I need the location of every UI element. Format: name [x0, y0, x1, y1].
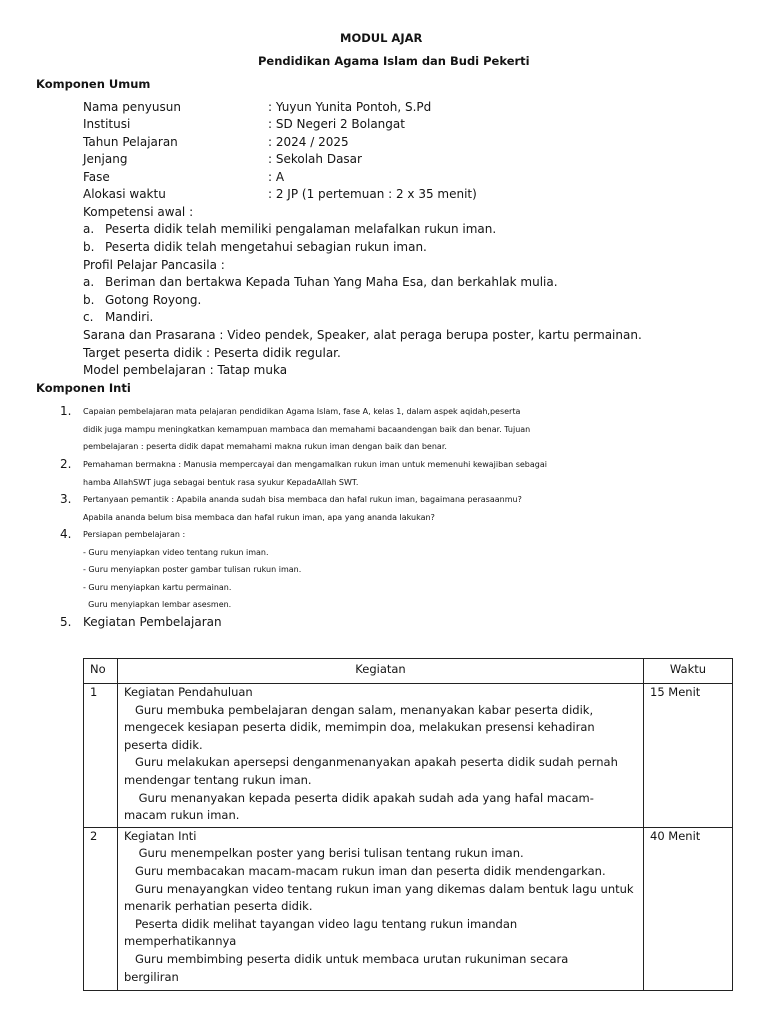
list-item: Beriman dan bertakwa Kepada Tuhan Yang Maha Esa, dan berkahlak mulia.	[105, 275, 558, 289]
list-item: Mandiri.	[105, 310, 154, 324]
field-label: Nama penyusun	[83, 100, 181, 114]
kegiatan-table	[83, 658, 733, 991]
column-header-no: No	[84, 659, 118, 684]
model-pembelajaran: Model pembelajaran : Tatap muka	[83, 363, 288, 377]
row-waktu: 15 Menit	[644, 684, 733, 828]
text-line: - Guru menyiapkan kartu permainan.	[83, 582, 232, 592]
list-item	[83, 456, 731, 491]
text-line: bergiliran	[124, 969, 179, 984]
text-line: mengecek kesiapan peserta didik, memimpin doa, melakukan presensi kehadiran	[124, 720, 595, 735]
text-line: Pemahaman bermakna : Manusia mempercayai dan mengamalkan rukun iman untuk memenuhi kewajiban sebagai	[83, 460, 547, 469]
row-number: 2	[84, 827, 118, 990]
field-label: Jenjang	[83, 152, 128, 166]
text-line: Guru menyiapkan lembar asesmen.	[83, 600, 232, 609]
text-line: Guru membacakan macam-macam rukun iman dan peserta didik mendengarkan.	[124, 863, 606, 878]
section-heading-komponen-inti: Komponen Inti	[36, 381, 131, 395]
text-line: macam rukun iman.	[124, 808, 240, 823]
text-line: Guru menayangkan video tentang rukun iman yang dikemas dalam bentuk lagu untuk	[124, 881, 634, 896]
field-value: : Sekolah Dasar	[268, 152, 362, 166]
text-line: Kegiatan Inti	[124, 828, 197, 843]
text-line: Guru membuka pembelajaran dengan salam, menanyakan kabar peserta didik,	[124, 702, 594, 717]
list-marker: a.	[83, 222, 95, 236]
profil-pelajar-label: Profil Pelajar Pancasila :	[83, 258, 225, 272]
document-subtitle: Pendidikan Agama Islam dan Budi Pekerti	[258, 54, 530, 68]
kompetensi-awal-label: Kompetensi awal :	[83, 205, 194, 219]
text-line: memperhatikannya	[124, 934, 237, 949]
list-number: 3.	[60, 492, 72, 506]
text-line: Kegiatan Pendahuluan	[124, 685, 253, 699]
text-line: - Guru menyiapkan poster gambar tulisan rukun iman.	[83, 565, 302, 574]
text-line: Guru menempelkan poster yang berisi tulisan tentang rukun iman.	[124, 846, 524, 861]
text-line: Persiapan pembelajaran :	[83, 530, 186, 539]
table-row	[84, 827, 733, 990]
text-line: Guru melakukan apersepsi denganmenanyakan apakah peserta didik sudah pernah	[124, 755, 618, 770]
text-line: Capaian pembelajaran mata pelajaran pendidikan Agama Islam, fase A, kelas 1, dalam aspek aqidah,peserta	[83, 407, 521, 416]
field-label: Alokasi waktu	[83, 187, 166, 201]
list-item: Gotong Royong.	[105, 293, 202, 307]
list-item: Peserta didik telah mengetahui sebagian rukun iman.	[105, 240, 427, 254]
text-line: menarik perhatian peserta didik.	[124, 899, 313, 914]
column-header-waktu: Waktu	[644, 659, 733, 684]
list-item: Peserta didik telah memiliki pengalaman melafalkan rukun iman.	[105, 222, 497, 236]
table-header-row	[84, 659, 733, 684]
list-number: 1.	[60, 404, 72, 418]
list-marker: c.	[83, 310, 94, 324]
row-number: 1	[84, 684, 118, 828]
text-line: Guru menanyakan kepada peserta didik apakah sudah ada yang hafal macam-	[124, 790, 594, 805]
field-value: : A	[268, 170, 285, 184]
list-marker: b.	[83, 240, 95, 254]
text-line: mendengar tentang rukun iman.	[124, 772, 312, 787]
document-title: MODUL AJAR	[340, 31, 423, 45]
list-marker: a.	[83, 275, 95, 289]
list-item	[83, 403, 731, 456]
list-number: 4.	[60, 527, 72, 541]
text-line: Guru membimbing peserta didik untuk membaca urutan rukuniman secara	[124, 951, 569, 966]
row-waktu: 40 Menit	[644, 827, 733, 990]
field-value: : Yuyun Yunita Pontoh, S.Pd	[268, 100, 432, 114]
text-line: peserta didik.	[124, 737, 203, 752]
text-line: - Guru menyiapkan video tentang rukun iman.	[83, 547, 269, 557]
row-kegiatan	[118, 827, 644, 990]
field-label: Tahun Pelajaran	[83, 135, 178, 149]
field-label: Fase	[83, 170, 110, 184]
list-item	[83, 526, 731, 614]
list-number: 2.	[60, 457, 72, 471]
list-marker: b.	[83, 293, 95, 307]
column-header-kegiatan: Kegiatan	[118, 659, 644, 684]
field-label: Institusi	[83, 117, 131, 131]
list-item	[83, 491, 731, 526]
field-value: : 2 JP (1 pertemuan : 2 x 35 menit)	[268, 187, 477, 201]
text-line: Apabila ananda belum bisa membaca dan hafal rukun iman, apa yang ananda lakukan?	[83, 512, 435, 522]
list-number: 5.	[60, 615, 72, 629]
text-line: hamba AllahSWT juga sebagai bentuk rasa syukur KepadaAllah SWT.	[83, 477, 359, 487]
table-row	[84, 684, 733, 828]
text-line: didik juga mampu meningkatkan kemampuan mambaca dan memahami bacaandengan baik dan benar. Tujuan	[83, 424, 531, 434]
sarana-prasarana: Sarana dan Prasarana : Video pendek, Speaker, alat peraga berupa poster, kartu permainan.	[83, 328, 642, 342]
text-line: pembelajaran : peserta didik dapat memahami makna rukun iman dengan baik dan benar.	[83, 442, 447, 451]
text-line: Pertanyaan pemantik : Apabila ananda sudah bisa membaca dan hafal rukun iman, bagaimana perasaanmu?	[83, 495, 522, 504]
section-heading-komponen-umum: Komponen Umum	[36, 77, 151, 91]
field-value: : SD Negeri 2 Bolangat	[268, 117, 405, 131]
target-peserta: Target peserta didik : Peserta didik regular.	[83, 346, 341, 360]
list-item: Kegiatan Pembelajaran	[83, 615, 222, 629]
text-line: Peserta didik melihat tayangan video lagu tentang rukun imandan	[124, 916, 518, 931]
row-kegiatan	[118, 684, 644, 828]
field-value: : 2024 / 2025	[268, 135, 349, 149]
